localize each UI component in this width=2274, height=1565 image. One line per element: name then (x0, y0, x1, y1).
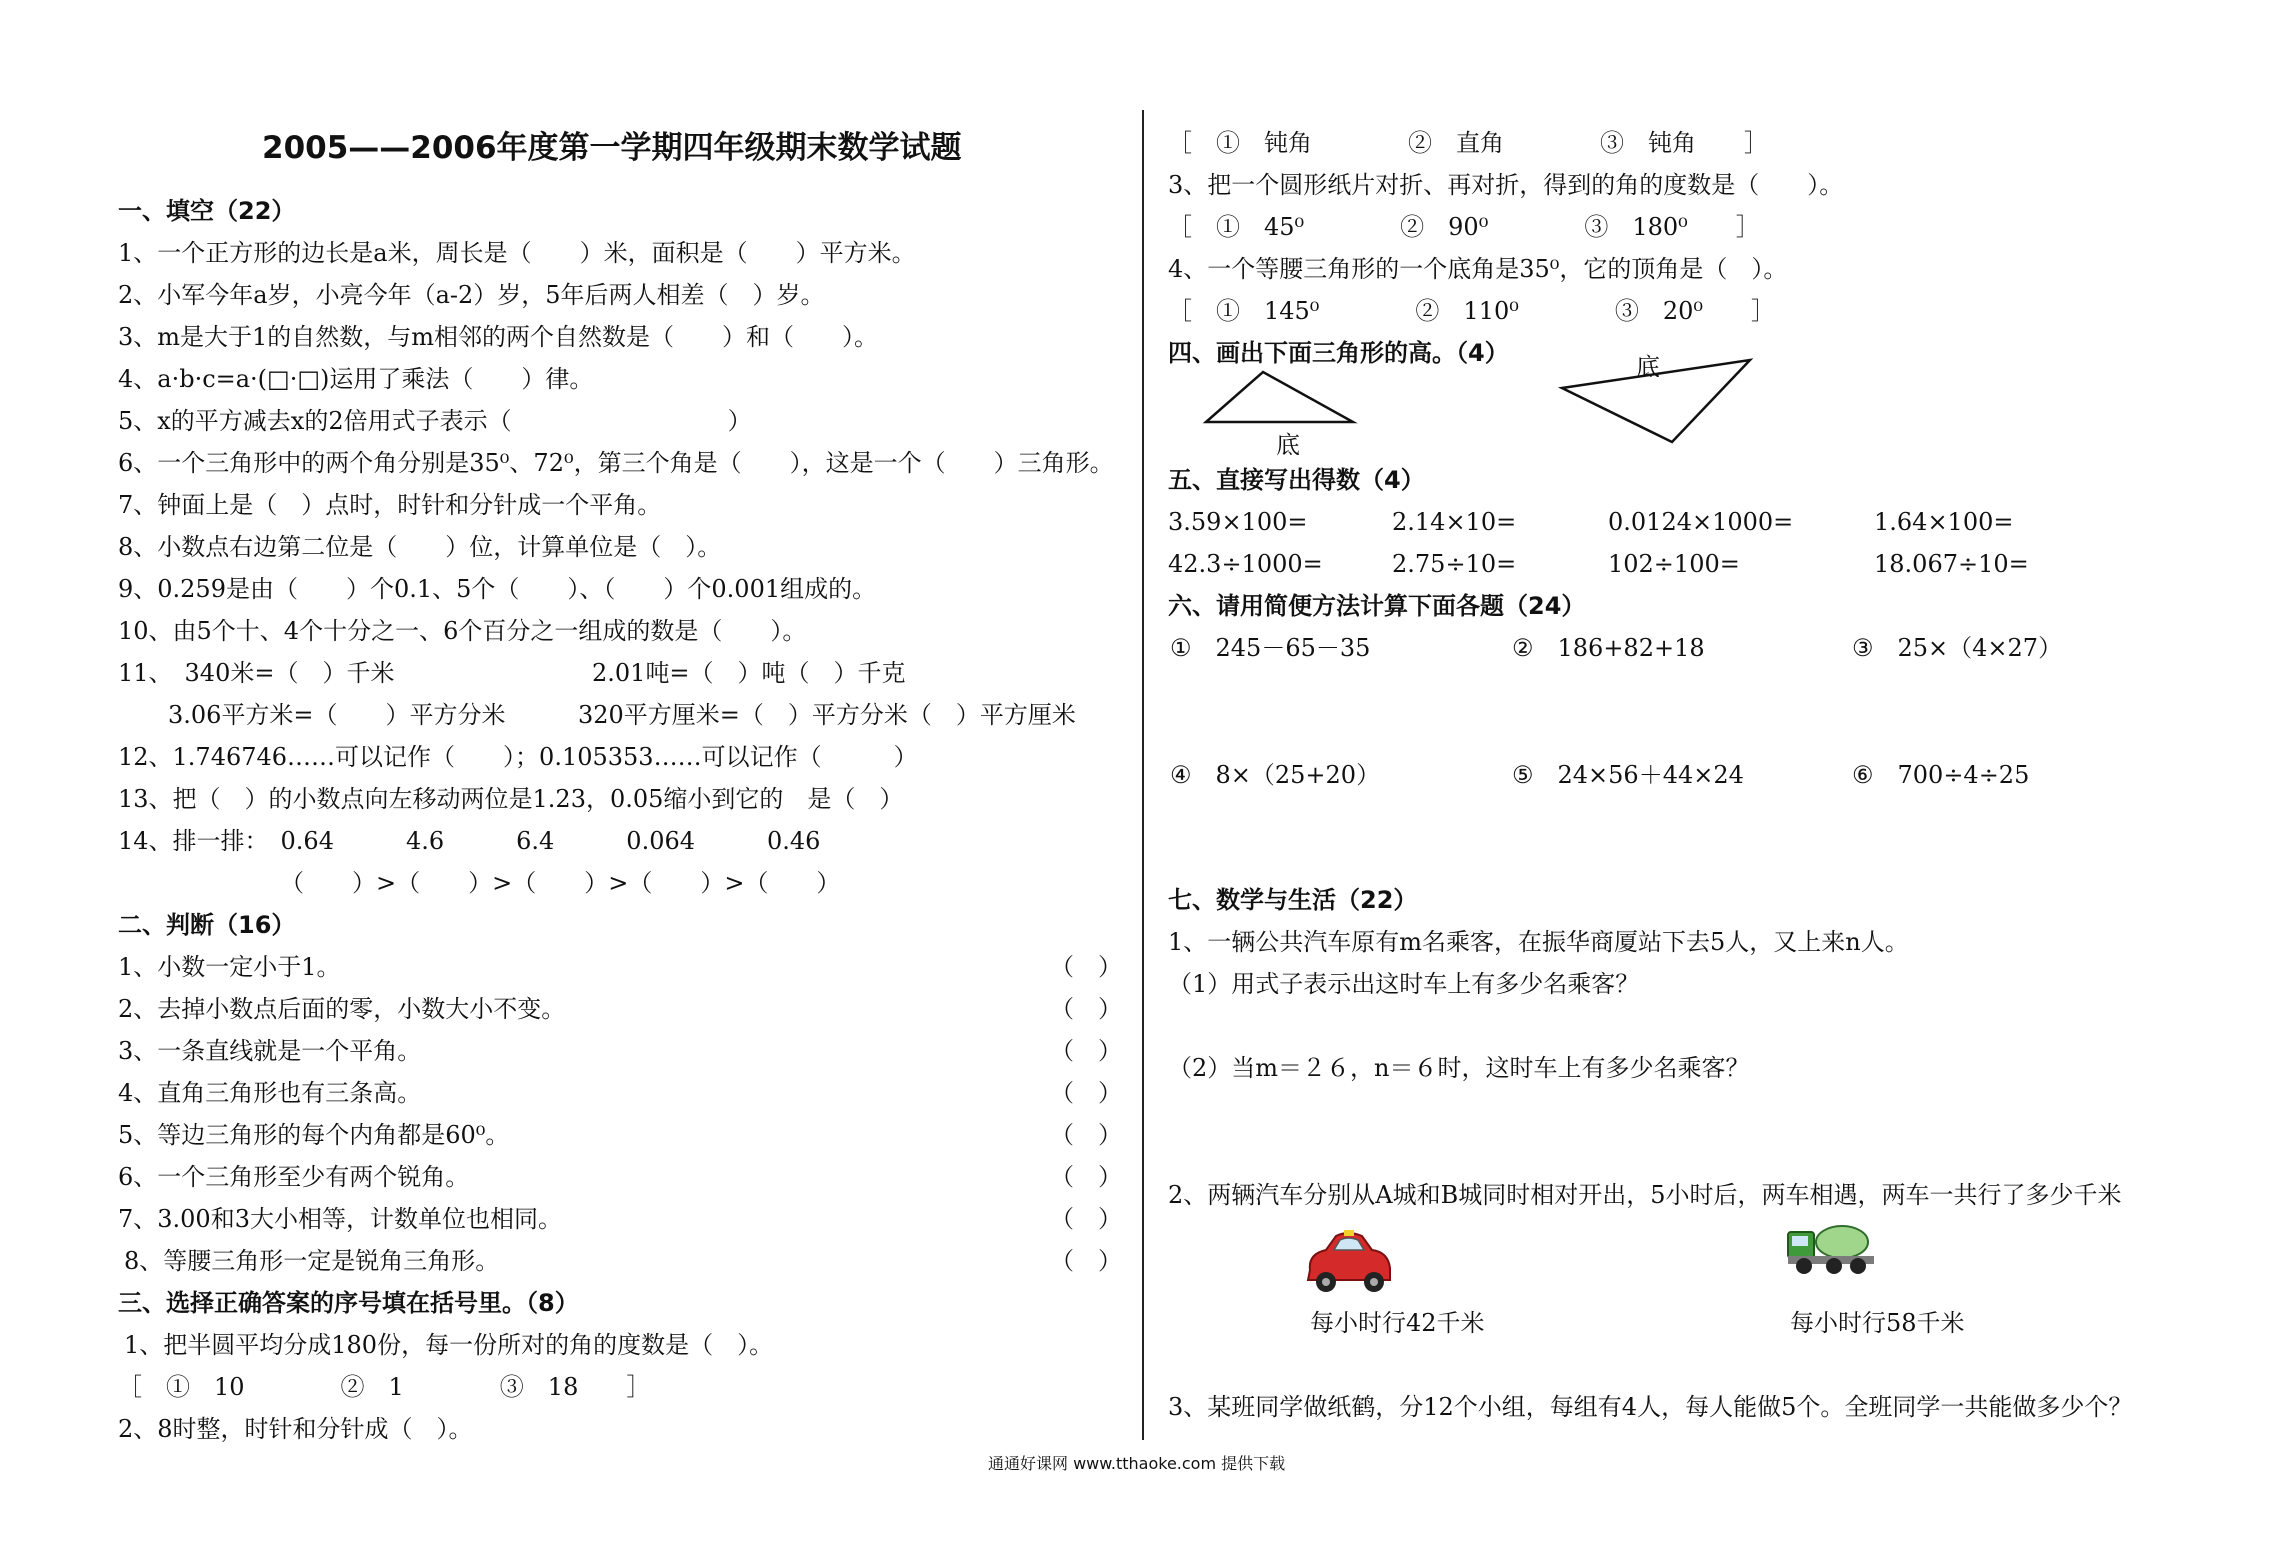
simplify-item: ⑤ 24×56＋44×24 (1512, 761, 1744, 789)
judge-paren: （ ） (1050, 995, 1122, 1023)
choice-q2: 2、8时整，时针和分针成（ ）。 (118, 1415, 473, 1443)
life-q2: 2、两辆汽车分别从A城和B城同时相对开出，5小时后，两车相遇，两车一共行了多少千米 (1168, 1181, 2122, 1209)
section-3-heading: 三、选择正确答案的序号填在括号里。（8） (118, 1289, 579, 1317)
life-q1: 1、一辆公共汽车原有m名乘客，在振华商厦站下去5人，又上来n人。 (1168, 928, 1909, 956)
fill-q7: 7、钟面上是（ ）点时，时针和分针成一个平角。 (118, 491, 662, 519)
simplify-item: ① 245－65－35 (1170, 634, 1371, 662)
triangle-2 (1560, 355, 1760, 455)
judge-item: 8、等腰三角形一定是锐角三角形。 (124, 1247, 500, 1275)
calc-cell: 18.067÷10= (1874, 550, 2029, 578)
calc-cell: 0.0124×1000= (1608, 508, 1794, 536)
fill-q5: 5、x的平方减去x的2倍用式子表示（ ） (118, 407, 752, 435)
fill-q11a: 11、 340米=（ ）千米 (118, 659, 395, 687)
triangle-1-base-label: 底 (1276, 431, 1300, 459)
simplify-item: ② 186+82+18 (1512, 634, 1705, 662)
choice-q1-options: ［ ① 10 ② 1 ③ 18 ］ (118, 1373, 651, 1401)
fill-q9: 9、0.259是由（ ）个0.1、5个（ ）、（ ）个0.001组成的。 (118, 575, 877, 603)
fill-q12: 12、1.746746……可以记作（ ）；0.105353……可以记作（ ） (118, 743, 918, 771)
column-divider (1142, 110, 1144, 1440)
section-6-heading: 六、请用简便方法计算下面各题（24） (1168, 592, 1586, 620)
choice-q4-options: ［ ① 145⁰ ② 110⁰ ③ 20⁰ ］ (1168, 297, 1776, 325)
calc-cell: 2.75÷10= (1392, 550, 1517, 578)
judge-item: 3、一条直线就是一个平角。 (118, 1037, 422, 1065)
fill-q13: 13、把（ ）的小数点向左移动两位是1.23，0.05缩小到它的 是（ ） (118, 785, 904, 813)
choice-q3-options: ［ ① 45⁰ ② 90⁰ ③ 180⁰ ］ (1168, 213, 1760, 241)
fill-q2: 2、小军今年a岁，小亮今年（a-2）岁，5年后两人相差（ ）岁。 (118, 281, 825, 309)
judge-item: 1、小数一定小于1。 (118, 953, 341, 981)
judge-item: 5、等边三角形的每个内角都是60⁰。 (118, 1121, 510, 1149)
footer-credit: 通通好课网 www.tthaoke.com 提供下载 (988, 1454, 1286, 1473)
life-q3: 3、某班同学做纸鹤，分12个小组，每组有4人，每人能做5个。全班同学一共能做多少个？ (1168, 1393, 2133, 1421)
fill-q8: 8、小数点右边第二位是（ ）位，计算单位是（ ）。 (118, 533, 722, 561)
section-5-heading: 五、直接写出得数（4） (1168, 466, 1425, 494)
fill-q1: 1、一个正方形的边长是a米，周长是（ ）米，面积是（ ）平方米。 (118, 239, 916, 267)
calc-cell: 1.64×100= (1874, 508, 2014, 536)
judge-paren: （ ） (1050, 1079, 1122, 1107)
calc-cell: 42.3÷1000= (1168, 550, 1323, 578)
choice-q2-options: ［ ① 钝角 ② 直角 ③ 钝角 ］ (1168, 129, 1768, 157)
section-4-heading: 四、画出下面三角形的高。（4） (1168, 339, 1509, 367)
life-q1-part2: （2）当m＝２６，n＝６时，这时车上有多少名乘客？ (1168, 1054, 1750, 1082)
page-title: 2005——2006年度第一学期四年级期末数学试题 (262, 130, 962, 166)
fill-q14: 14、排一排： 0.64 4.6 6.4 0.064 0.46 (118, 827, 821, 855)
fill-q11d: 320平方厘米=（ ）平方分米（ ）平方厘米 (578, 701, 1076, 729)
choice-q1: 1、把半圆平均分成180份，每一份所对的角的度数是（ ）。 (124, 1331, 774, 1359)
car-1-speed: 每小时行42千米 (1310, 1309, 1485, 1337)
judge-paren: （ ） (1050, 1121, 1122, 1149)
fill-q4: 4、a·b·c=a·(□·□)运用了乘法（ ）律。 (118, 365, 594, 393)
judge-item: 6、一个三角形至少有两个锐角。 (118, 1163, 470, 1191)
calc-cell: 3.59×100= (1168, 508, 1308, 536)
judge-item: 4、直角三角形也有三条高。 (118, 1079, 422, 1107)
judge-paren: （ ） (1050, 1247, 1122, 1275)
car-2-speed: 每小时行58千米 (1790, 1309, 1965, 1337)
judge-paren: （ ） (1050, 1205, 1122, 1233)
choice-q4: 4、一个等腰三角形的一个底角是35⁰，它的顶角是（ ）。 (1168, 255, 1788, 283)
life-q1-part1: （1）用式子表示出这时车上有多少名乘客？ (1168, 970, 1640, 998)
judge-item: 7、3.00和3大小相等，计数单位也相同。 (118, 1205, 562, 1233)
fill-q3: 3、m是大于1的自然数，与m相邻的两个自然数是（ ）和（ ）。 (118, 323, 879, 351)
triangle-2-base-label: 底 (1636, 353, 1660, 381)
choice-q3: 3、把一个圆形纸片对折、再对折，得到的角的度数是（ ）。 (1168, 171, 1844, 199)
section-1-heading: 一、填空（22） (118, 197, 296, 225)
red-car-image (1300, 1228, 1396, 1298)
simplify-item: ⑥ 700÷4÷25 (1852, 761, 2030, 789)
simplify-item: ④ 8×（25+20） (1170, 761, 1381, 789)
green-truck-image (1784, 1218, 1880, 1278)
judge-paren: （ ） (1050, 953, 1122, 981)
fill-q10: 10、由5个十、4个十分之一、6个百分之一组成的数是（ ）。 (118, 617, 807, 645)
calc-cell: 102÷100= (1608, 550, 1740, 578)
fill-q6: 6、一个三角形中的两个角分别是35⁰、72⁰，第三个角是（ ），这是一个（ ）三角形。 (118, 449, 1114, 477)
simplify-item: ③ 25×（4×27） (1852, 634, 2063, 662)
judge-paren: （ ） (1050, 1163, 1122, 1191)
section-7-heading: 七、数学与生活（22） (1168, 886, 1418, 914)
fill-q11b: 2.01吨=（ ）吨（ ）千克 (592, 659, 906, 687)
fill-q11c: 3.06平方米=（ ）平方分米 (168, 701, 506, 729)
section-2-heading: 二、判断（16） (118, 911, 296, 939)
calc-cell: 2.14×10= (1392, 508, 1517, 536)
judge-item: 2、去掉小数点后面的零，小数大小不变。 (118, 995, 566, 1023)
judge-paren: （ ） (1050, 1037, 1122, 1065)
fill-q14-order: （ ）>（ ）>（ ）>（ ）>（ ） (280, 869, 841, 897)
